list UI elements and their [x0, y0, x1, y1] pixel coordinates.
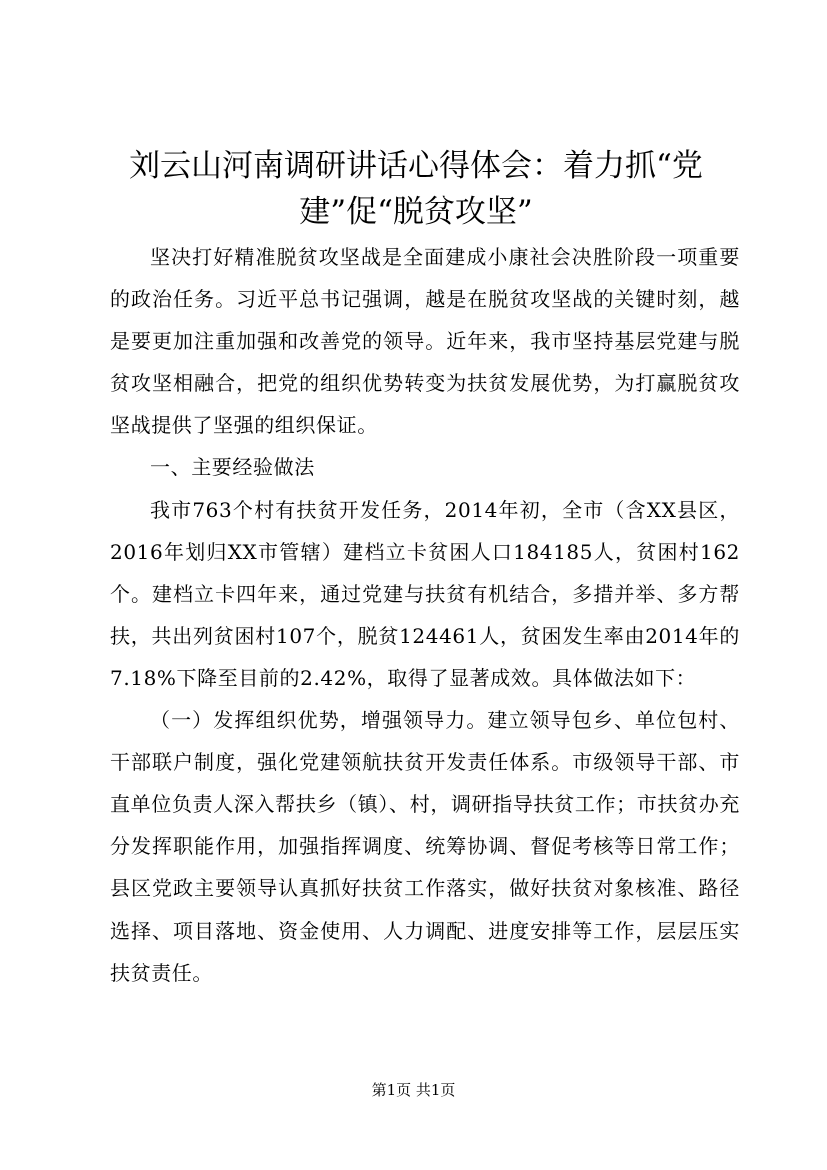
section-heading: 一、主要经验做法	[150, 455, 315, 480]
paragraph-results: 我市763个村有扶贫开发任务，2014年初，全市（含XX县区，2016年划归XX市管辖）建档立卡贫困人口184185人，贫困村162个。建档立卡四年来，通过党建与扶贫有机结合，多措并举、多方帮扶，共出列贫困村107个，脱贫124461人，贫困发生率由2014年的7.18%下降至目前的2.42%，取得了显著成效。具体做法如下：	[110, 497, 740, 690]
paragraph-intro: 坚决打好精准脱贫攻坚战是全面建成小康社会决胜阶段一项重要的政治任务。习近平总书记强调，越是在脱贫攻坚战的关键时刻，越是要更加注重加强和改善党的领导。近年来，我市坚持基层党建与脱贫攻坚相融合，把党的组织优势转变为扶贫发展优势，为打赢脱贫攻坚战提供了坚强的组织保证。	[110, 245, 740, 438]
document-body	[110, 236, 740, 994]
document-title: 刘云山河南调研讲话心得体会：着力抓“党建”促“脱贫攻坚”	[129, 148, 703, 230]
page-number-footer: 第1页 共1页	[371, 1081, 456, 1099]
paragraph-measure-one: （一）发挥组织优势，增强领导力。建立领导包乡、单位包村、干部联户制度，强化党建领航扶贫开发责任体系。市级领导干部、市直单位负责人深入帮扶乡（镇）、村，调研指导扶贫工作；市扶贫办充分发挥职能作用，加强指挥调度、统筹协调、督促考核等日常工作；县区党政主要领导认真抓好扶贫工作落实，做好扶贫对象核准、路径选择、项目落地、资金使用、人力调配、进度安排等工作，层层压实扶贫责任。	[110, 708, 740, 985]
